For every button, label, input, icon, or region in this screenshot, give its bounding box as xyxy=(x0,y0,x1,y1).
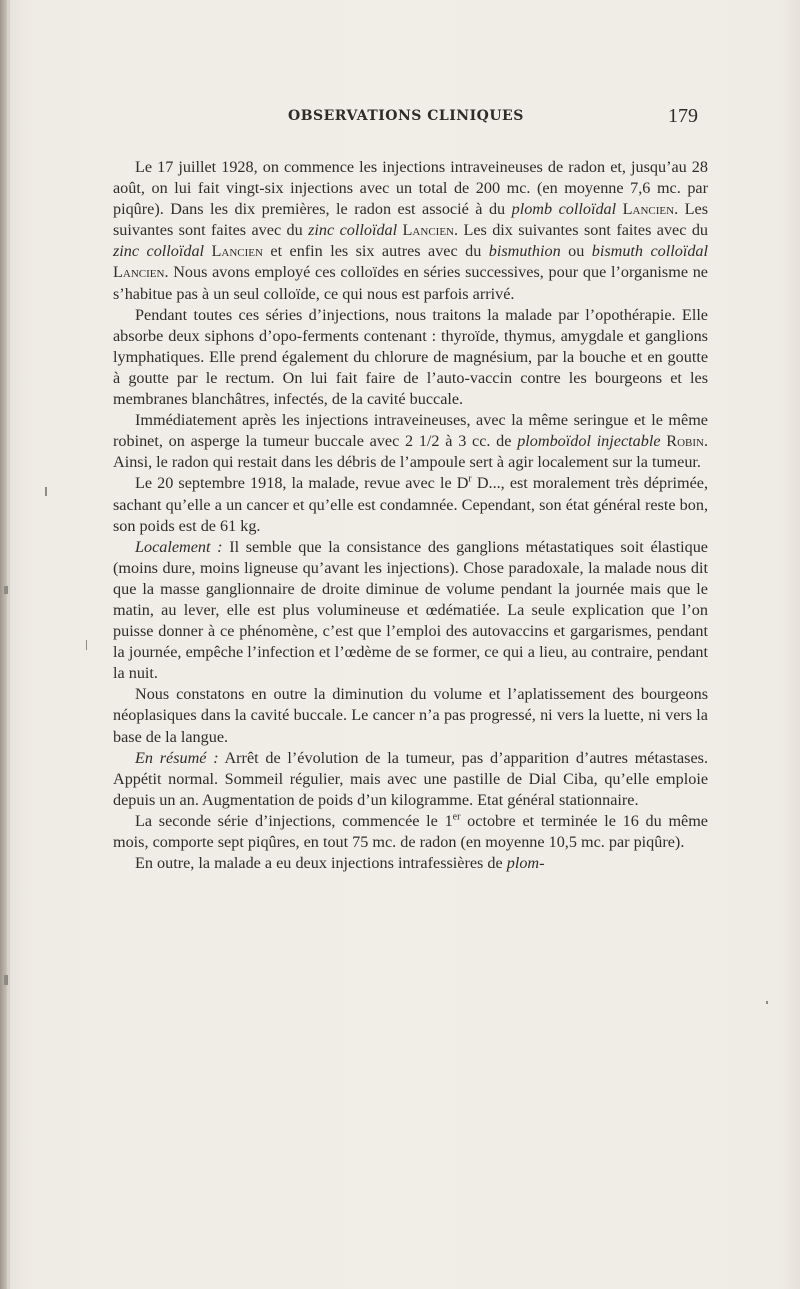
body-text xyxy=(113,157,708,874)
text-run: En outre, la malade a eu deux injections intrafessières de xyxy=(135,854,507,873)
italic-text: bismuth colloïdal xyxy=(591,242,708,261)
text-run: . Ainsi, le radon qui restait dans les débris de l’ampoule sert à agir localement sur la tumeur. xyxy=(113,432,708,472)
text-run: Immédiatement après les injections intraveineuses, avec la même seringue et le même robinet, on asperge la tumeur buccale avec 2 1/2 à 3 cc. de xyxy=(113,411,708,451)
text-run: Pendant toutes ces séries d’injections, nous traitons la malade par l’opothérapie. Elle absorbe deux siphons d’opo-ferments contenant : thyroïde, thymus, amygdale et ganglions lymphatiques. Elle prend également du chlorure de magnésium, par la bouche et en goutte à goutte par le rectum. On lui fait faire de l’auto-vaccin contre les bourgeons et les membranes blanchâtres, infectés, de la cavité buccale. xyxy=(113,305,708,409)
author-name: Robin xyxy=(666,432,704,451)
italic-text: plomboïdol injectable xyxy=(517,432,661,451)
author-name: Lancien xyxy=(622,200,675,219)
print-speck xyxy=(766,1001,768,1004)
page-number: 179 xyxy=(668,105,698,127)
text-run: D..., est moralement très déprimée, sachant qu’elle a un cancer et qu’elle est condamnée. Cependant, son état général reste bon, son poids est de 61 kg. xyxy=(113,474,709,535)
superscript: er xyxy=(452,811,461,823)
text-run: . Les dix suivantes sont faites avec du xyxy=(454,221,709,240)
paragraph xyxy=(113,811,708,853)
text-run: ou xyxy=(560,242,592,261)
book-spine xyxy=(0,0,7,1289)
italic-text: zinc colloïdal xyxy=(308,221,398,240)
paragraph xyxy=(113,157,708,305)
author-name: Lancien xyxy=(211,242,263,261)
italic-text: bismuthion xyxy=(488,242,561,261)
text-run: Arrêt de l’évolution de la tumeur, pas d’apparition d’autres métastases. Appétit normal. Sommeil régulier, mais avec une pastille de Dial Ciba, qu’elle emploie depuis un an. Augmentation de poids d’un kilogramme. Etat général stationnaire. xyxy=(113,748,708,809)
text-run xyxy=(204,242,211,260)
paragraph xyxy=(113,410,708,473)
text-run: La seconde série d’injections, commencée le 1 xyxy=(135,811,453,830)
paragraph xyxy=(113,537,708,685)
running-title: OBSERVATIONS CLINIQUES xyxy=(288,108,524,124)
text-run: octobre et terminée le 16 du même mois, comporte sept piqûres, en tout 75 mc. de radon (en moyenne 10,5 mc. par piqûre). xyxy=(113,811,708,851)
author-name: Lancien xyxy=(402,221,454,240)
text-run: Nous constatons en outre la diminution du volume et l’aplatissement des bourgeons néoplasiques dans la cavité buccale. Le cancer n’a pas progressé, ni vers la luette, ni vers la base de la langue. xyxy=(113,685,708,746)
print-speck xyxy=(4,975,8,985)
italic-text: Localement : xyxy=(135,537,223,556)
paragraph xyxy=(113,473,708,536)
text-run: Il semble que la consistance des ganglions métastatiques soit élastique (moins dure, moins ligneuse qu’avant les injections). Chose paradoxale, la malade nous dit que la masse ganglionnaire de droite diminue de volume pendant la journée mais que le matin, au lever, elle est plus volumineuse et œdématiée. La seule explication que l’on puisse donner à ce phénomène, c’est que l’emploi des autovaccins et gargarismes, pendant la journée, empêche l’infection et l’œdème de se former, ce qui a lieu, au contraire, pendant la nuit. xyxy=(113,537,708,683)
italic-text: En résumé : xyxy=(135,748,219,767)
text-run: . Les suivantes sont faites avec du xyxy=(113,200,709,240)
print-speck xyxy=(4,586,8,594)
paragraph xyxy=(113,684,708,747)
spine-shadow xyxy=(7,0,10,1289)
author-name: Lancien xyxy=(113,263,165,282)
text-run: Le 20 septembre 1918, la malade, revue avec le D xyxy=(135,474,469,493)
print-speck xyxy=(45,487,47,496)
paragraph xyxy=(113,748,708,811)
text-run: . Nous avons employé ces colloïdes en séries successives, pour que l’organisme ne s’habitue pas à un seul colloïde, ce qui nous est parfois arrivé. xyxy=(113,263,708,303)
print-speck xyxy=(86,640,87,650)
italic-text: plomb colloïdal xyxy=(511,200,617,219)
text-run: Le 17 juillet 1928, on commence les injections intraveineuses de radon et, jusqu’au 28 août, on lui fait vingt-six injections avec un total de 200 mc. (en moyenne 7,6 mc. par piqûre). Dans les dix premières, le radon est associé à du xyxy=(113,158,708,219)
text-run: et enfin les six autres avec du xyxy=(262,242,489,261)
paragraph xyxy=(113,305,708,410)
paragraph xyxy=(113,853,708,874)
page-header xyxy=(110,106,700,130)
italic-text: zinc colloïdal xyxy=(113,242,205,261)
italic-text: plom- xyxy=(506,854,545,873)
superscript: r xyxy=(468,474,472,486)
